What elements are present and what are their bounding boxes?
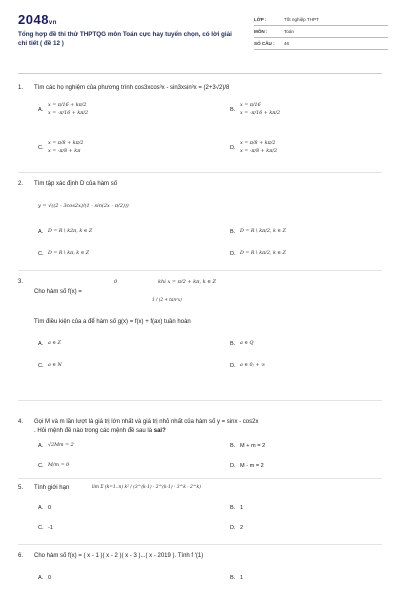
question-text-continued: . Hỏi mệnh đề nào trong các mệnh đề sau là sai?: [34, 428, 166, 434]
question-2: 2. Tìm tập xác định D của hàm số y = √((2 - 3cos2x)/(1 - sin(2x - π/2))) A. D = R \ k2π, k ∈ Z B. D = R \ kπ/2, k ∈ Z C. D = R \ kπ, k ∈ Z D. D = R \ kπ/2, k ∈ Z: [18, 180, 382, 260]
piecewise-top-value: 0: [114, 279, 118, 285]
header-divider: [18, 73, 382, 74]
meta-row-subject: MÔN : Toán: [254, 26, 388, 38]
question-text: Cho hàm số f(x) =: [34, 289, 82, 295]
document-title: Tổng hợp đề thi thử THPTQG môn Toán cực hay tuyển chọn, có lời giải chi tiết ( đề 12 ): [18, 31, 232, 47]
piecewise-condition: khi x = π/2 + kπ, k ∈ Z: [158, 279, 217, 285]
question-5: 5. Tính giới hạn lim Σ (k=1..n) k² / (3^(k-1) · 2^(k-1) · 3^k · 2^k) A. 0 B. 1 C. -1 D. 2: [18, 484, 382, 538]
question-divider: [18, 400, 382, 401]
question-subtext: Tìm điều kiện của a để hàm số g(x) = f(x) + f(ax) tuần hoàn: [34, 319, 191, 325]
question-text: Tìm tập xác định D của hàm số: [34, 181, 118, 187]
meta-row-count: SỐ CÂU : 46: [254, 38, 388, 50]
question-1: 1. Tìm các họ nghiệm của phương trình cos3xcos³x - sin3xsin³x = (2+3√2)/8 A. x = π/16 + kπ/2 x = -π/16 + kπ/2 B. x = π/16 x = -π/16 + kπ/2 C. x = π/8 + kπ/2 x = -π/8 + kπ D. x = π/8 + kπ/2 x = -π/8 + kπ/2: [18, 84, 382, 164]
question-divider: [18, 544, 382, 545]
question-text: Gọi M và m lần lượt là giá trị lớn nhất và giá trị nhỏ nhất của hàm số y = sinx - cos2x: [34, 419, 259, 425]
meta-row-class: LỚP : Tốt nghiệp THPT: [254, 14, 388, 26]
limit-formula: lim Σ (k=1..n) k² / (3^(k-1) · 2^(k-1) · 3^k · 2^k): [92, 485, 201, 490]
meta-table: [254, 14, 388, 50]
site-logo[interactable]: 2048vn: [18, 12, 57, 27]
question-divider: [18, 270, 382, 271]
question-divider: [18, 478, 382, 479]
document-header: [18, 12, 388, 68]
question-6: 6. Cho hàm số f(x) = ( x - 1 )( x - 2 )( x - 3 )...( x - 2019 ). Tính f '(1) A. 0 B. 1: [18, 552, 382, 592]
question-text: Tính giới hạn: [34, 485, 70, 491]
question-3: 3. Cho hàm số f(x) = 0 khi x = π/2 + kπ, k ∈ Z 1 / (2 + tan²x) Tìm điều kiện của a để hàm số g(x) = f(x) + f(ax) tuần hoàn A. a ∈ Z B. a ∈ Q C. a ∈ N D. a ∈ 0; + ∞: [18, 278, 382, 390]
domain-formula: y = √((2 - 3cos2x)/(1 - sin(2x - π/2))): [38, 203, 129, 209]
question-4: 4. Gọi M và m lần lượt là giá trị lớn nhất và giá trị nhỏ nhất của hàm số y = sinx - cos2x . Hỏi mệnh đề nào trong các mệnh đề sau là sai? A. √2Mm = 2 B. M + m = 2 C. M/m = 0 D. M - m = 2: [18, 418, 382, 472]
question-divider: [18, 172, 382, 173]
question-text: Cho hàm số f(x) = ( x - 1 )( x - 2 )( x - 3 )...( x - 2019 ). Tính f '(1): [34, 553, 204, 559]
piecewise-bottom-value: 1 / (2 + tan²x): [152, 297, 182, 302]
question-text: Tìm các họ nghiệm của phương trình cos3xcos³x - sin3xsin³x = (2+3√2)/8: [34, 85, 230, 91]
